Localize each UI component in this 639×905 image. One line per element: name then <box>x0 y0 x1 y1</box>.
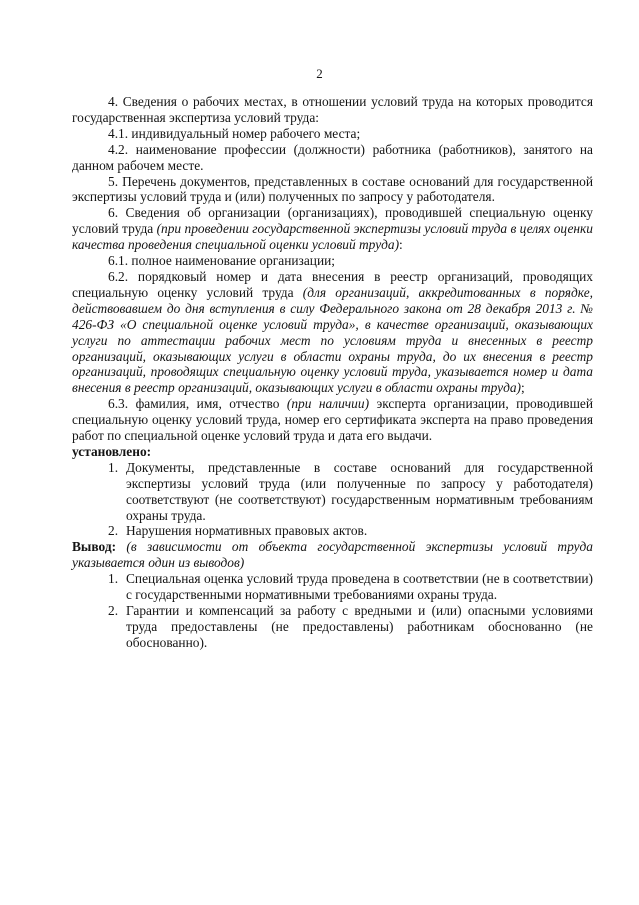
section-5: 5. Перечень документов, представленных в составе оснований для государственной экспертизы условий труда и (или) полученных по запросу у работодателя. <box>72 173 593 205</box>
section-6-2 <box>72 269 593 396</box>
section-6-3-note: (при наличии) <box>286 396 370 412</box>
conclusion-item <box>72 571 593 603</box>
established-item-text: Документы, представленные в составе оснований для государственной экспертизы условий труда (или полученные по запросу у работодателя) соответствуют (не соответствуют) государственным нормативным требованиям охраны труда. <box>126 459 593 523</box>
section-4-1: 4.1. индивидуальный номер рабочего места; <box>108 125 361 141</box>
section-6-heading <box>72 205 593 253</box>
section-6-2-note: (для организаций, аккредитованных в порядке, действовавшем до дня вступления в силу Федерального закона от 28 декабря 2013 г. № 426-ФЗ «О специальной оценке условий труда», в качестве организаций, оказывающих услуги по аттестации рабочих мест по условиям труда и внесенных в реестр организаций, оказывающих услуги в области охраны труда, до их внесения в реестр организаций, проводящих специальную оценку условий труда, указывается номер и дата внесения в реестр организаций, оказывающих услуги в области охраны труда) <box>72 284 593 396</box>
established-label: установлено: <box>72 443 152 459</box>
conclusion-item-number: 1. <box>108 571 119 587</box>
section-6-note: (при проведении государственной экспертизы условий труда в целях оценки качества проведения специальной оценки условий труда) <box>72 221 593 253</box>
established-item <box>72 460 593 524</box>
section-4-heading: 4. Сведения о рабочих местах, в отношении условий труда на которых проводится государственная экспертиза условий труда: <box>72 94 593 125</box>
section-6-lead: 6. Сведения об организации (организациях), проводившей специальную оценку условий труда <box>72 205 593 237</box>
conclusion-item-text: Специальная оценка условий труда проведена в соответствии (не в соответствии) с государственными нормативными требованиями охраны труда. <box>126 571 593 603</box>
section-4-2: 4.2. наименование профессии (должности) работника (работников), занятого на данном рабочем месте. <box>72 141 593 173</box>
section-6-3-rest: эксперта организации, проводившей специальную оценку условий труда, номер его сертификата эксперта на право проведения работ по специальной оценке условий труда и дата его выдачи. <box>72 396 593 444</box>
conclusion-item-text: Гарантии и компенсаций за работу с вредными и (или) опасными условиями труда предоставлены (не предоставлены) работникам обоснованно (не обоснованно). <box>126 603 593 650</box>
conclusion-list <box>72 571 593 651</box>
section-6-lead-end: : <box>399 237 403 253</box>
established-list <box>72 460 593 540</box>
section-6-2-end: ; <box>521 380 525 396</box>
established-item-text: Нарушения нормативных правовых актов. <box>126 523 368 539</box>
conclusion-item-number: 2. <box>108 603 119 618</box>
section-6-3-text: 6.3. фамилия, имя, отчество <box>108 396 287 412</box>
section-6-3 <box>72 396 593 444</box>
conclusion-note: (в зависимости от объекта государственной экспертизы условий труда указывается один из выводов) <box>72 539 593 571</box>
established-item <box>72 523 593 539</box>
conclusion-heading <box>72 539 593 571</box>
section-6-1: 6.1. полное наименование организации; <box>108 253 335 269</box>
section-6-2-text: 6.2. порядковый номер и дата внесения в реестр организаций, проводящих специальную оценку условий труда <box>72 268 593 300</box>
conclusion-label: Вывод: <box>72 539 117 555</box>
document-body <box>72 94 593 651</box>
conclusion-item <box>72 603 593 651</box>
page-number: 2 <box>316 66 323 81</box>
established-item-number: 1. <box>108 459 119 475</box>
established-item-number: 2. <box>108 523 119 539</box>
